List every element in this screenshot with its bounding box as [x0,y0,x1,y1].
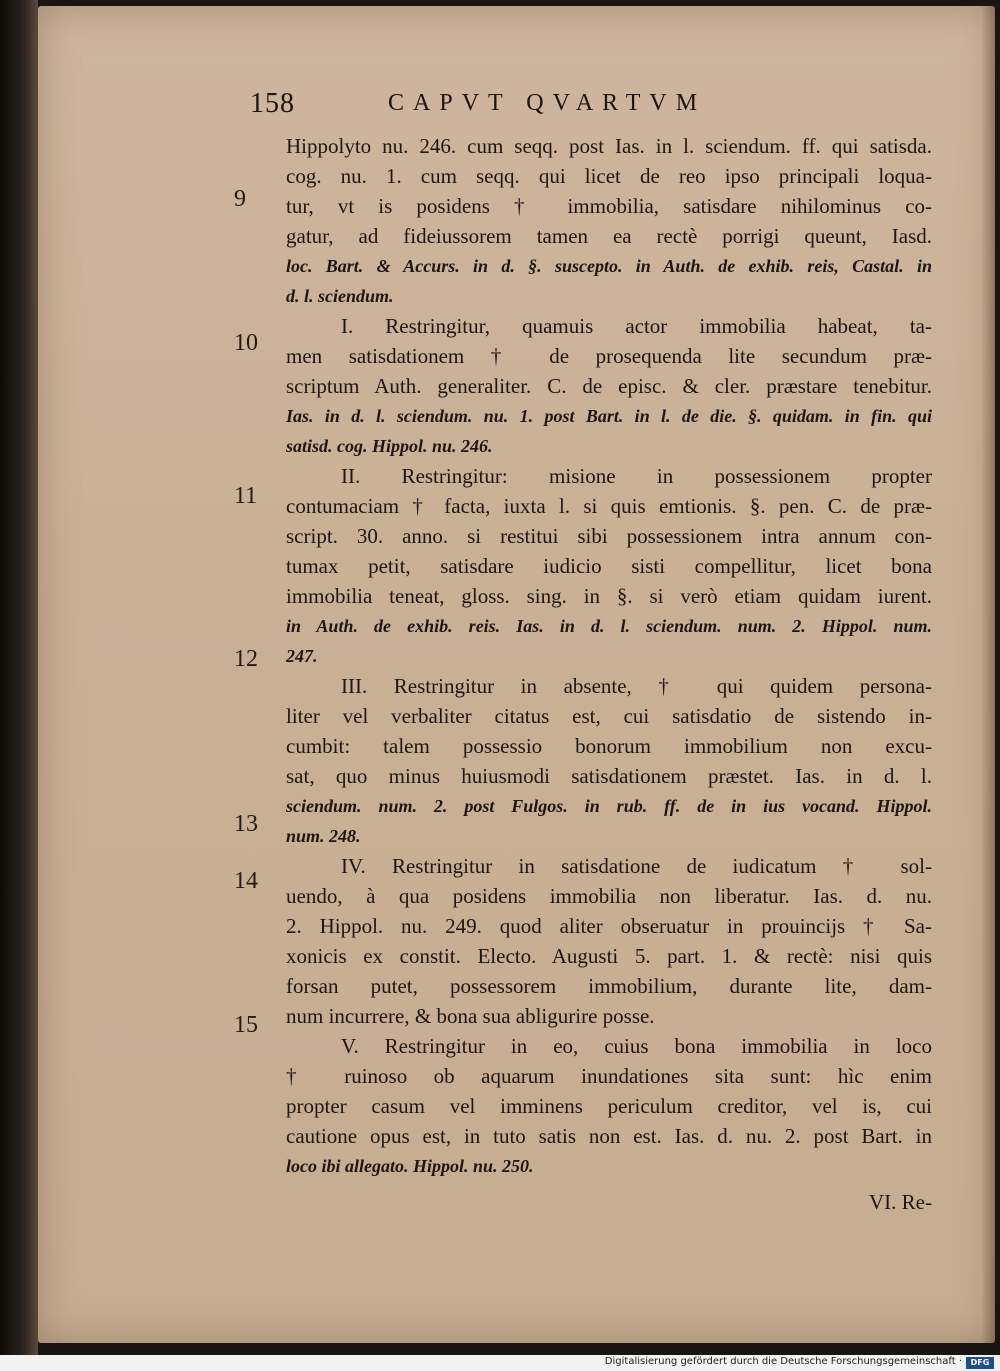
text-line: num. 248. [286,826,361,846]
text-line: forsan putet, possessorem immobilium, durante lite, dam- [286,974,932,998]
text-line: Ias. in d. l. sciendum. nu. 1. post Bart. in l. de die. §. quidam. in fin. qui [286,406,932,426]
text-line: uendo, à qua posidens immobilia non liberatur. Ias. d. nu. [286,884,932,908]
text-line: num incurrere, & bona sua abligurire posse. [286,1004,655,1028]
margin-number: 11 [234,483,258,509]
margin-number: 10 [234,330,258,356]
margin-number: 14 [234,868,258,894]
text-line: cautione opus est, in tuto satis non est. Ias. d. nu. 2. post Bart. in [286,1124,932,1148]
running-head: CAPVT QVARTVM [388,90,707,116]
text-line: men satisdationem † de prosequenda lite secundum præ- [286,344,932,368]
text-line: in Auth. de exhib. reis. Ias. in d. l. sciendum. num. 2. Hippol. num. [286,616,932,636]
body-text [286,131,932,1217]
text-line: satisd. cog. Hippol. nu. 246. [286,436,493,456]
text-line: IV. Restringitur in satisdatione de iudicatum † sol- [341,854,932,878]
text-line: d. l. sciendum. [286,286,394,306]
margin-number: 15 [234,1012,258,1038]
margin-number: 9 [234,186,246,212]
text-line: cog. nu. 1. cum seqq. qui licet de reo ipso principali loqua- [286,164,932,188]
text-line: sciendum. num. 2. post Fulgos. in rub. ff. de in ius vocand. Hippol. [286,796,932,816]
footer-bar [0,1355,1000,1371]
text-line: I. Restringitur, quamuis actor immobilia habeat, ta- [341,314,932,338]
page-header [250,88,810,124]
text-line: loc. Bart. & Accurs. in d. §. suscepto. in Auth. de exhib. reis, Castal. in [286,256,932,276]
text-line: tumax petit, satisdare iudicio sisti compellitur, licet bona [286,554,932,578]
text-line: scriptum Auth. generaliter. C. de episc. & cler. præstare tenebitur. [286,374,932,398]
scan-edge [0,0,38,1371]
funding-notice: Digitalisierung gefördert durch die Deutsche Forschungsgemeinschaft · [604,1356,962,1367]
text-line: propter casum vel imminens periculum creditor, vel is, cui [286,1094,932,1118]
text-line: II. Restringitur: misione in possessionem propter [341,464,932,488]
text-line: liter vel verbaliter citatus est, cui satisdatio de sistendo in- [286,704,932,728]
text-line: script. 30. anno. si restitui sibi possessionem intra annum con- [286,524,932,548]
text-line: tur, vt is posidens † immobilia, satisdare nihilominus co- [286,194,932,218]
text-line: 247. [286,646,318,666]
text-line: † ruinoso ob aquarum inundationes sita sunt: hìc enim [286,1064,932,1088]
catchword: VI. Re- [869,1190,932,1214]
text-line: loco ibi allegato. Hippol. nu. 250. [286,1156,534,1176]
text-line: Hippolyto nu. 246. cum seqq. post Ias. in l. sciendum. ff. qui satisda. [286,134,932,158]
margin-number: 13 [234,811,258,837]
text-line: sat, quo minus huiusmodi satisdationem præstet. Ias. in d. l. [286,764,932,788]
page-number: 158 [250,88,295,119]
text-line: gatur, ad fideiussorem tamen ea rectè porrigi queunt, Iasd. [286,224,932,248]
text-line: 2. Hippol. nu. 249. quod aliter obseruatur in prouincijs † Sa- [286,914,932,938]
margin-number: 12 [234,646,258,672]
text-line: xonicis ex constit. Electo. Augusti 5. part. 1. & rectè: nisi quis [286,944,932,968]
text-line: cumbit: talem possessio bonorum immobilium non excu- [286,734,932,758]
text-line: immobilia teneat, gloss. sing. in §. si verò etiam quidam iurent. [286,584,932,608]
text-line: V. Restringitur in eo, cuius bona immobilia in loco [341,1034,932,1058]
dfg-logo: DFG [966,1357,994,1369]
text-line: contumaciam † facta, iuxta l. si quis emtionis. §. pen. C. de præ- [286,494,932,518]
text-line: III. Restringitur in absente, † qui quidem persona- [341,674,932,698]
